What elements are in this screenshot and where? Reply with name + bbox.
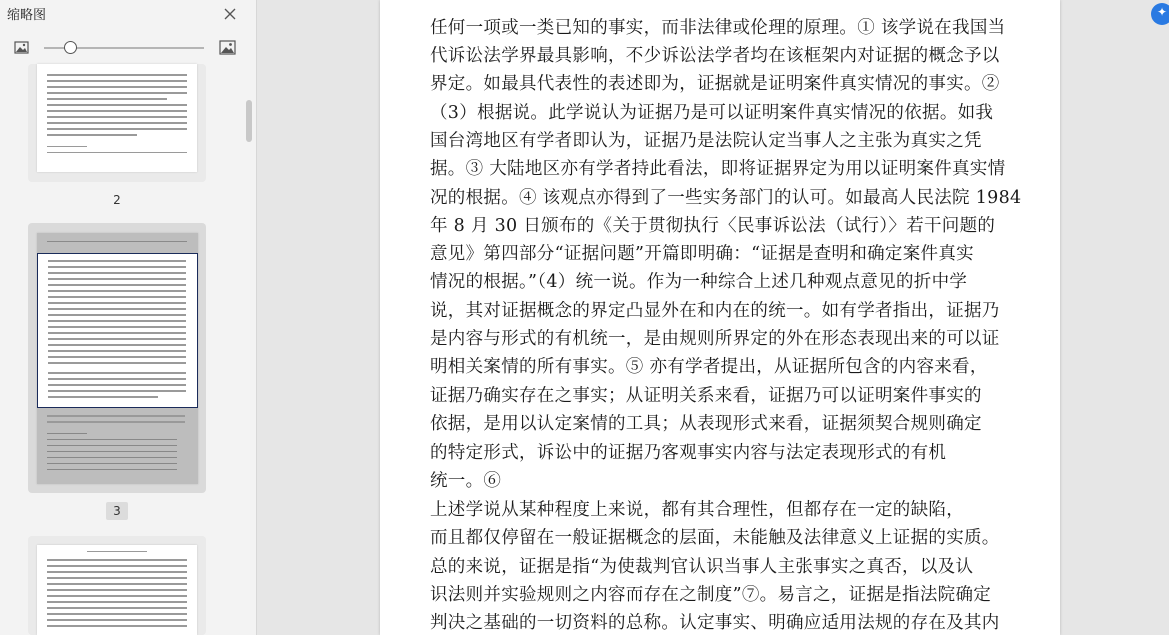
document-text-line: 代诉讼法学界最具影响，不少诉讼法学者均在该框架内对证据的概念予以 — [430, 46, 1000, 66]
document-text-line: 意见》第四部分“证据问题”开篇即明确：“证据是查明和确定案件真实 — [430, 244, 974, 264]
page-number-3: 3 — [106, 502, 128, 520]
thumbnail-page-4[interactable] — [28, 536, 206, 635]
document-text-line: 年 8 月 30 日颁布的《关于贯彻执行〈民事诉讼法（试行）〉若干问题的 — [430, 216, 996, 236]
thumbnail-image — [37, 545, 197, 635]
document-text-line: 识法则并实验规则之内容而存在之制度”⑦。易言之，证据是指法院确定 — [430, 585, 992, 605]
thumbnail-viewport-indicator[interactable] — [37, 253, 198, 408]
document-text-line: 总的来说，证据是指“为使裁判官认识当事人主张事实之真否，以及认 — [430, 557, 974, 577]
thumbnail-sidebar — [0, 0, 257, 635]
document-text-line: 明相关案情的所有事实。⑤ 亦有学者提出，从证据所包含的内容来看， — [430, 357, 988, 377]
document-text-line: 而且都仅停留在一般证据概念的层面，未能触及法律意义上证据的实质。 — [430, 528, 1000, 548]
page-number-2: 2 — [113, 193, 121, 207]
zoom-slider-handle[interactable] — [64, 41, 77, 54]
document-text-line: 说，其对证据概念的界定凸显外在和内在的统一。如有学者指出，证据乃 — [430, 301, 1000, 321]
document-text-line: 据。③ 大陆地区亦有学者持此看法，即将证据界定为用以证明案件真实情 — [430, 159, 1006, 179]
document-text-line: 证据乃确实存在之事实；从证明关系来看，证据乃可以证明案件事实的 — [430, 386, 982, 406]
sidebar-title: 缩略图 — [7, 8, 47, 23]
thumbnail-page-3[interactable] — [28, 223, 206, 493]
document-text-line: （3）根据说。此学说认为证据乃是可以证明案件真实情况的依据。如我 — [430, 103, 994, 123]
document-text-line: 情况的根据。”（4）统一说。作为一种综合上述几种观点意见的折中学 — [430, 272, 968, 292]
document-text-line: 况的根据。④ 该观点亦得到了一些实务部门的认可。如最高人民法院 1984 — [430, 188, 1022, 208]
document-text-line: 判决之基础的一切资料的总称。认定事实、明确应适用法规的存在及其内 — [430, 613, 1000, 633]
image-small-icon[interactable] — [13, 39, 31, 57]
sidebar-scrollbar[interactable] — [246, 100, 252, 142]
image-large-icon[interactable] — [218, 38, 238, 58]
thumbnail-image — [37, 64, 197, 172]
document-text-line: 上述学说从某种程度上来说，都有其合理性，但都存在一定的缺陷， — [430, 500, 964, 520]
document-text-line: 任何一项或一类已知的事实，而非法律或伦理的原理。① 该学说在我国当 — [430, 18, 1006, 38]
thumbnail-image — [37, 233, 198, 484]
document-text-line: 的特定形式，诉讼中的证据乃客观事实内容与法定表现形式的有机 — [430, 443, 947, 463]
assistant-icon: ✦ — [1156, 5, 1168, 19]
sidebar-header — [0, 0, 256, 26]
document-text-line: 依据，是用以认定案情的工具；从表现形式来看，证据须契合规则确定 — [430, 414, 982, 434]
thumbnail-page-2[interactable] — [28, 64, 206, 182]
document-text-line: 国台湾地区有学者即认为，证据乃是法院认定当事人之主张为真实之凭 — [430, 131, 982, 151]
document-viewer[interactable] — [257, 0, 1169, 635]
document-page — [380, 0, 1060, 635]
document-text-line: 是内容与形式的有机统一，是由规则所界定的外在形态表现出来的可以证 — [430, 329, 1000, 349]
document-text-line: 统一。⑥ — [430, 471, 502, 491]
document-text-line: 界定。如最具代表性的表述即为，证据就是证明案件真实情况的事实。② — [430, 74, 1000, 94]
close-icon[interactable] — [222, 6, 238, 22]
assistant-button[interactable] — [1151, 3, 1169, 25]
